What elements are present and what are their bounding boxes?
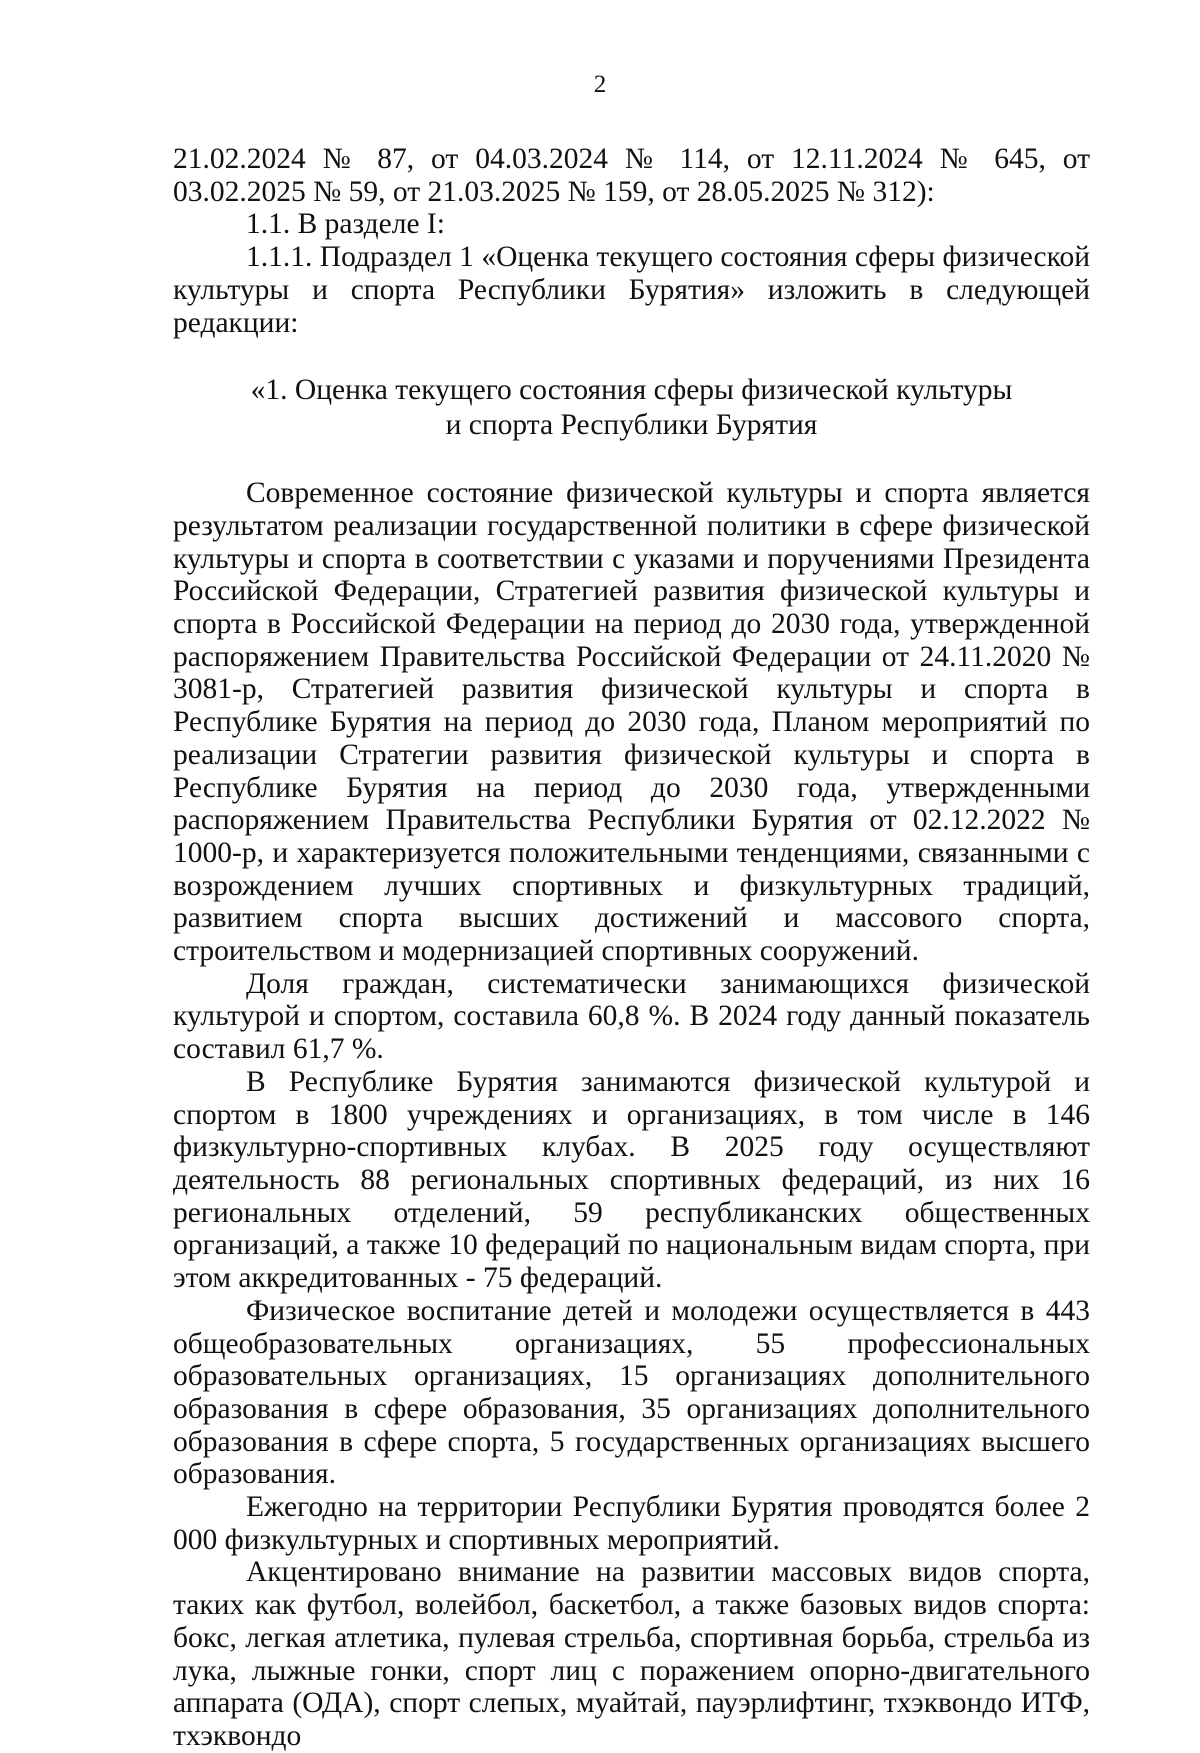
section-heading-line-1: «1. Оценка текущего состояния сферы физической культуры [250,374,1013,407]
paragraph-institutions: В Республике Бурятия занимаются физической культурой и спортом в 1800 учреждениях и организациях, в том числе в 146 физкультурно-спортивных клубах. В 2025 году осуществляют деятельность 88 региональных спортивных федераций, из них 16 региональных отделений, 59 республиканских общественных организаций, а также 10 федераций по национальным видам спорта, при этом аккредитованных - 75 федераций. [173,1065,1090,1295]
paragraph-sports-focus: Акцентировано внимание на развитии массовых видов спорта, таких как футбол, волейбол, баскетбол, а также базовых видов спорта: бокс, легкая атлетика, пулевая стрельба, спортивная борьба, стрельба из лука, лыжные гонки, спорт лиц с поражением опорно-двигательного аппарата (ОДА), спорт слепых, муайтай, пауэрлифтинг, тхэквондо ИТФ, тхэквондо [173,1556,1090,1752]
item-1-1-1: 1.1.1. Подраздел 1 «Оценка текущего состояния сферы физической культуры и спорта Республики Бурятия» изложить в следующей редакции: [173,241,1090,339]
document-body [173,143,1090,1753]
paragraph-citizen-share: Доля граждан, систематически занимающихся физической культурой и спортом, составила 60,8 %. В 2024 году данный показатель составил 61,7 %. [173,967,1090,1066]
paragraph-annual-events: Ежегодно на территории Республики Бурятия проводятся более 2 000 физкультурных и спортивных мероприятий. [173,1491,1090,1556]
paragraph-current-state: Современное состояние физической культуры и спорта является результатом реализации государственной политики в сфере физической культуры и спорта в соответствии с указами и поручениями Президента Российской Федерации, Стратегией развития физической культуры и спорта в Российской Федерации на период до 2030 года, утвержденной распоряжением Правительства Российской Федерации от 24.11.2020 № 3081-р, Стратегией развития физической культуры и спорта в Республике Бурятия на период до 2030 года, Планом мероприятий по реализации Стратегии развития физической культуры и спорта в Республике Бурятия на период до 2030 года, утвержденными распоряжением Правительства Республики Бурятия от 02.12.2022 № 1000-р, и характеризуется положительными тенденциями, связанными с возрождением лучших спортивных и физкультурных традиций, развитием спорта высших достижений и массового спорта, строительством и модернизацией спортивных сооружений. [173,477,1090,968]
section-heading-line-2: и спорта Республики Бурятия [445,409,818,442]
page-number: 2 [593,71,607,98]
section-heading [173,373,1090,443]
intro-continuation: 21.02.2024 № 87, от 04.03.2024 № 114, от 12.11.2024 № 645, от 03.02.2025 № 59, от 21.03.2025 № 159, от 28.05.2025 № 312): [173,143,1090,208]
paragraph-youth-education: Физическое воспитание детей и молодежи осуществляется в 443 общеобразовательных организациях, 55 профессиональных образовательных организациях, 15 организациях дополнительного образования в сфере образования, 35 организациях дополнительного образования в сфере спорта, 5 государственных организациях высшего образования. [173,1294,1090,1491]
item-1-1: 1.1. В разделе I: [246,208,445,241]
